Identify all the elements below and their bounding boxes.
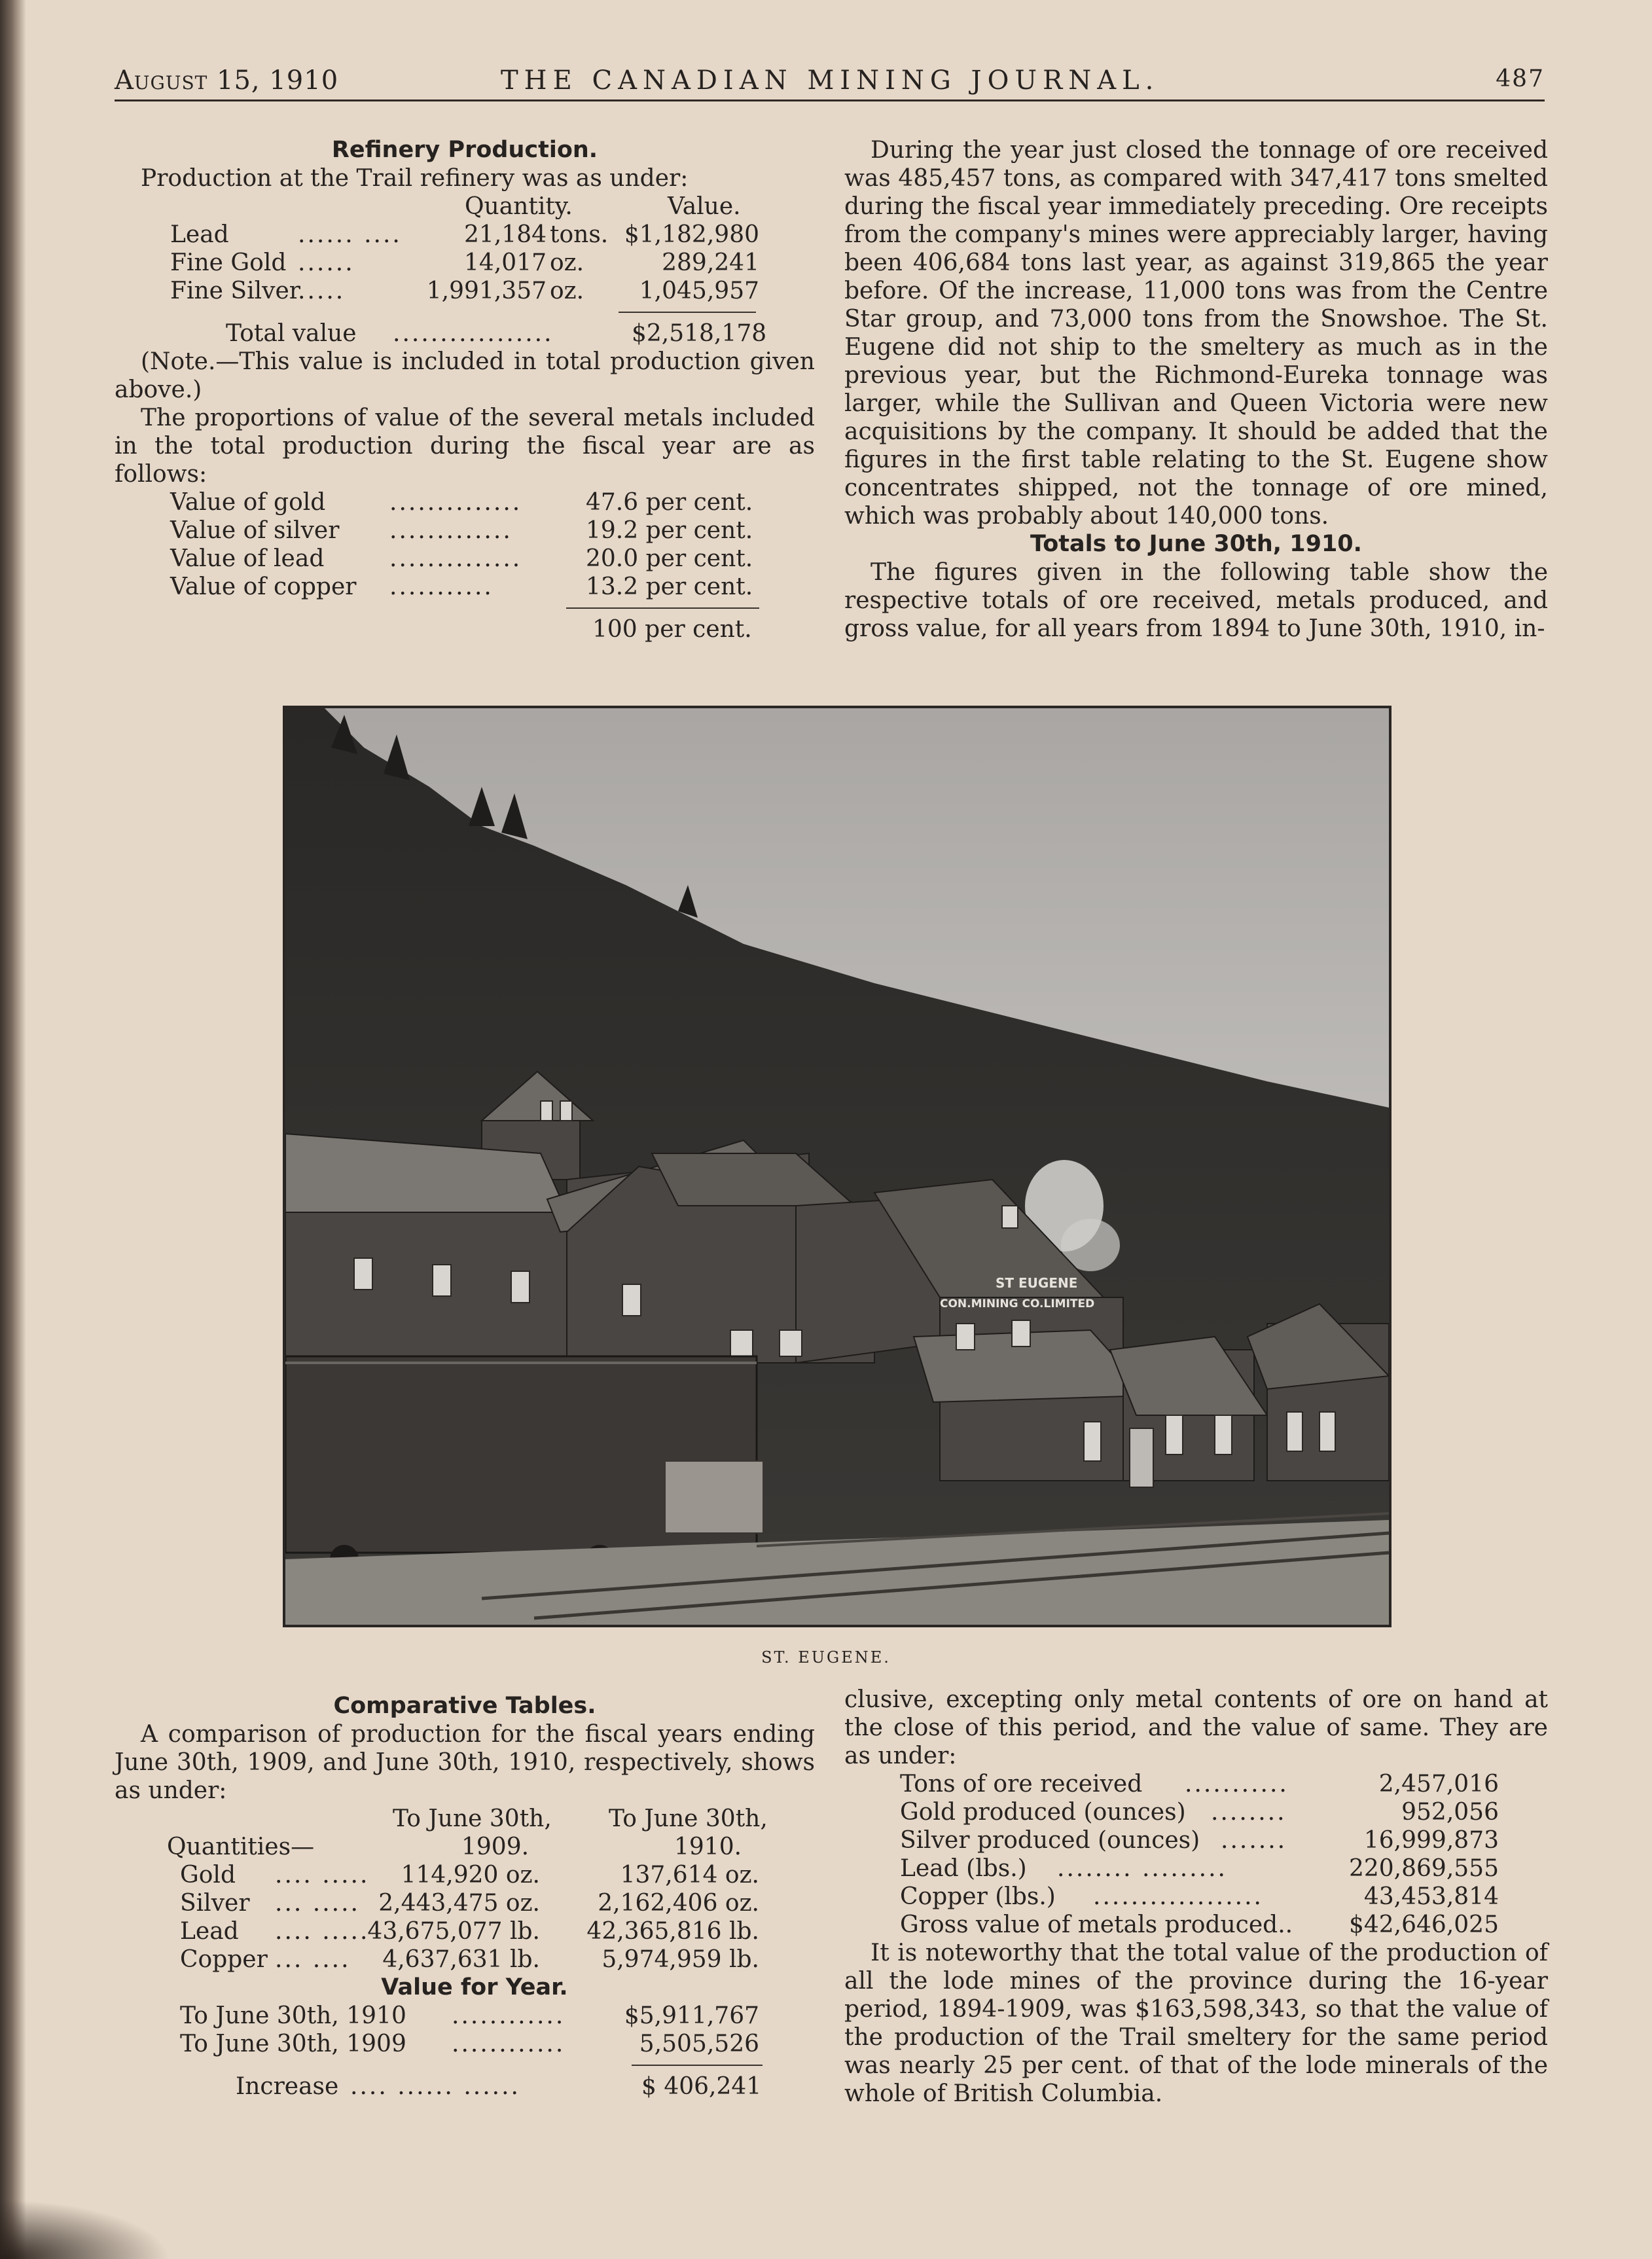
proportion-dots: ........... — [389, 573, 494, 600]
totals-heading: Totals to June 30th, 1910. — [1030, 531, 1362, 557]
comparative-row — [115, 1945, 815, 1974]
value-row-dots: ............ — [452, 2002, 566, 2029]
comparative-row — [115, 1889, 815, 1917]
value-row-label: To June 30th, 1909 — [180, 2031, 406, 2057]
quantities-label: Quantities— — [167, 1834, 315, 1860]
refinery-row — [115, 221, 815, 249]
header-rule — [115, 99, 1545, 101]
totals-row-label: Silver produced (ounces) — [900, 1827, 1200, 1854]
proportion-dots: .............. — [389, 545, 522, 572]
comparative-row-1909: 4,637,631 lb. — [382, 1946, 540, 1973]
refinery-row-label: Fine Silver — [170, 278, 300, 304]
refinery-row-value: $1,182,980 — [624, 221, 759, 248]
value-row — [115, 2030, 815, 2058]
increase-row — [115, 2072, 815, 2101]
proportion-row — [115, 516, 815, 545]
refinery-section — [115, 136, 815, 643]
st-eugene-photograph — [283, 706, 1392, 1627]
totals-row-dots: ........ — [1211, 1799, 1287, 1826]
comparative-intro: A comparison of production for the fiscal years ending June 30th, 1909, and June 30th, 1910, respectively, shows as under: — [115, 1721, 815, 1804]
refinery-column-headers — [115, 192, 815, 221]
refinery-row-value: 289,241 — [662, 249, 759, 276]
refinery-col-value: Value. — [668, 193, 741, 220]
comparative-heading: Comparative Tables. — [333, 1693, 596, 1719]
issue-date: August 15, 1910 — [115, 65, 339, 96]
totals-row-label: Copper (lbs.) — [900, 1883, 1056, 1910]
refinery-row-label: Lead — [170, 221, 229, 248]
totals-row-dots: ........ ......... — [1057, 1855, 1227, 1882]
comparative-row-label: Silver — [180, 1890, 250, 1917]
totals-closing: It is noteworthy that the total value of the production of all the lode mines of the province during the 16-year period, 1894-1909, was $163,598,343, so that the value of the production of the Trail smeltery for the same period was nearly 25 per cent. of that of the lode minerals of the whole of British Columbia. — [844, 1940, 1548, 2107]
proportion-label: Value of copper — [170, 573, 357, 600]
comparative-row-label: Copper — [180, 1946, 268, 1973]
refinery-row-dots: ...... .... — [298, 221, 402, 248]
totals-row-value: 952,056 — [1401, 1799, 1499, 1826]
refinery-row-quantity: 21,184 — [464, 221, 547, 248]
totals-intro: The figures given in the following table show the respective totals of ore received, metals produced, and gross value, for all years from 1894 to June 30th, 1910, in- — [844, 559, 1548, 642]
comparative-row-1910: 5,974,959 lb. — [602, 1946, 759, 1973]
comparative-row-dots: ... ..... — [275, 1890, 360, 1917]
value-row-label: To June 30th, 1910 — [180, 2002, 406, 2029]
value-row-value: $5,911,767 — [624, 2002, 759, 2029]
totals-row-value: 220,869,555 — [1348, 1855, 1499, 1882]
proportions-sum-rule — [566, 607, 759, 609]
totals-continuation: clusive, excepting only metal contents of ore on hand at the close of this period, and the value of same. They are as under: — [844, 1686, 1548, 1769]
comparative-row — [115, 1861, 815, 1889]
refinery-total-value: $2,518,178 — [632, 320, 767, 347]
comparative-row-1910: 2,162,406 oz. — [598, 1890, 759, 1917]
totals-row-label: Lead (lbs.) — [900, 1855, 1027, 1882]
proportions-total-row — [115, 615, 815, 643]
refinery-col-quantity: Quantity. — [465, 193, 573, 220]
comparative-row-dots: .... ..... — [275, 1918, 370, 1945]
refinery-total-dots: ................. — [393, 320, 554, 347]
refinery-row-quantity: 1,991,357 — [426, 278, 547, 304]
refinery-sum-rule — [619, 312, 756, 313]
col-1909-line2: 1909. — [461, 1834, 530, 1860]
running-head — [115, 65, 1545, 103]
refinery-row-value: 1,045,957 — [639, 278, 759, 304]
proportion-value: 47.6 per cent. — [586, 489, 753, 516]
totals-row-value: $42,646,025 — [1348, 1911, 1499, 1938]
totals-row-label: Tons of ore received — [900, 1771, 1143, 1798]
totals-row — [844, 1854, 1548, 1883]
totals-row — [844, 1770, 1548, 1798]
comparative-row-1910: 137,614 oz. — [620, 1862, 759, 1889]
refinery-intro: Production at the Trail refinery was as under: — [141, 165, 689, 192]
refinery-row-label: Fine Gold — [170, 249, 287, 276]
refinery-row — [115, 249, 815, 277]
refinery-note: (Note.—This value is included in total production given above.) — [115, 348, 815, 403]
value-row-value: 5,505,526 — [639, 2031, 759, 2057]
comparative-row-dots: .... ..... — [275, 1862, 370, 1889]
totals-row-label: Gold produced (ounces) — [900, 1799, 1186, 1826]
totals-row-label: Gross value of metals produced.. — [900, 1911, 1293, 1938]
value-row — [115, 2002, 815, 2030]
col-1910-line1: To June 30th, — [609, 1805, 768, 1832]
totals-row-dots: .................. — [1093, 1883, 1263, 1910]
comparative-section — [115, 1692, 815, 2101]
page-corner-shadow — [0, 2199, 170, 2259]
increase-label: Increase — [236, 2073, 339, 2100]
totals-row — [844, 1883, 1548, 1911]
proportion-dots: ............. — [389, 517, 512, 544]
building-sign-line2: CON.MINING CO.LIMITED — [940, 1297, 1095, 1310]
comparative-row-label: Gold — [180, 1862, 236, 1889]
refinery-row — [115, 277, 815, 305]
page-number: 487 — [1496, 65, 1545, 92]
comparative-row-1909: 2,443,475 oz. — [378, 1890, 540, 1917]
proportions-table — [115, 488, 815, 601]
totals-row-value: 2,457,016 — [1378, 1771, 1499, 1798]
proportion-row — [115, 573, 815, 601]
increase-sum-rule — [632, 2065, 763, 2066]
comparative-row — [115, 1917, 815, 1945]
value-for-year-table — [115, 2002, 815, 2058]
totals-row — [844, 1798, 1548, 1826]
comparative-row-1909: 114,920 oz. — [401, 1862, 540, 1889]
comparative-col-headers-1 — [115, 1805, 815, 1833]
totals-continued-section — [844, 1686, 1548, 2108]
totals-row — [844, 1911, 1548, 1939]
tonnage-paragraph: During the year just closed the tonnage of ore received was 485,457 tons, as compared with 347,417 tons smelted during the fiscal year immediately preceding. Ore receipts from the company's mines were appreciably larger, having been 406,684 tons last year, as against 319,865 the year before. Of the increase, 11,000 tons was from the Centre Star group, and 73,000 tons from the Snowshoe. The St. Eugene did not ship to the smeltery as much as in the previous year, but the Richmond-Eureka tonnage was larger, while the Sullivan and Queen Victoria were new acquisitions by the company. It should be added that the figures in the first table relating to the St. Eugene show concentrates shipped, not the tonnage of ore mined, which was probably about 140,000 tons. — [844, 137, 1548, 530]
comparative-row-1909: 43,675,077 lb. — [367, 1918, 540, 1945]
totals-row-dots: ....... — [1221, 1827, 1287, 1854]
totals-table — [844, 1770, 1548, 1939]
refinery-row-unit: oz. — [550, 249, 584, 276]
proportion-row — [115, 545, 815, 573]
comparative-row-1910: 42,365,816 lb. — [586, 1918, 759, 1945]
col-1910-line2: 1910. — [674, 1834, 742, 1860]
photo-caption: ST. EUGENE. — [761, 1648, 891, 1667]
proportion-label: Value of gold — [170, 489, 326, 516]
value-for-year-heading: Value for Year. — [381, 1974, 568, 2000]
proportion-dots: .............. — [389, 489, 522, 516]
proportion-value: 19.2 per cent. — [586, 517, 753, 544]
building-sign-line1: ST EUGENE — [996, 1275, 1078, 1291]
comparative-col-headers-2 — [115, 1833, 815, 1861]
refinery-row-unit: oz. — [550, 278, 584, 304]
refinery-row-dots: ...... — [298, 249, 355, 276]
tonnage-section — [844, 136, 1548, 643]
comparative-table — [115, 1861, 815, 1974]
proportion-row — [115, 488, 815, 516]
increase-value: $ 406,241 — [641, 2073, 762, 2100]
value-row-dots: ............ — [452, 2031, 566, 2057]
proportion-label: Value of silver — [170, 517, 340, 544]
refinery-heading: Refinery Production. — [331, 137, 598, 163]
refinery-total-row — [115, 319, 815, 348]
col-1909-line1: To June 30th, — [393, 1805, 552, 1832]
totals-row-dots: ........... — [1185, 1771, 1289, 1798]
refinery-total-label: Total value — [226, 320, 357, 347]
refinery-table — [115, 221, 815, 305]
refinery-row-dots: ..... — [298, 278, 346, 304]
page-binding-shadow — [0, 0, 26, 2259]
proportions-total: 100 per cent. — [592, 616, 752, 643]
refinery-row-quantity: 14,017 — [464, 249, 547, 276]
comparative-row-label: Lead — [180, 1918, 239, 1945]
totals-row-value: 16,999,873 — [1363, 1827, 1499, 1854]
proportion-value: 20.0 per cent. — [586, 545, 753, 572]
proportion-value: 13.2 per cent. — [586, 573, 753, 600]
proportion-label: Value of lead — [170, 545, 325, 572]
increase-dots: .... ...... ...... — [350, 2073, 520, 2100]
refinery-row-unit: tons. — [550, 221, 609, 248]
totals-row-value: 43,453,814 — [1363, 1883, 1499, 1910]
journal-title: THE CANADIAN MINING JOURNAL. — [501, 65, 1160, 96]
totals-row — [844, 1826, 1548, 1854]
proportions-intro: The proportions of value of the several metals included in the total production during the fiscal year are as follows: — [115, 405, 815, 488]
comparative-row-dots: ... .... — [275, 1946, 351, 1973]
